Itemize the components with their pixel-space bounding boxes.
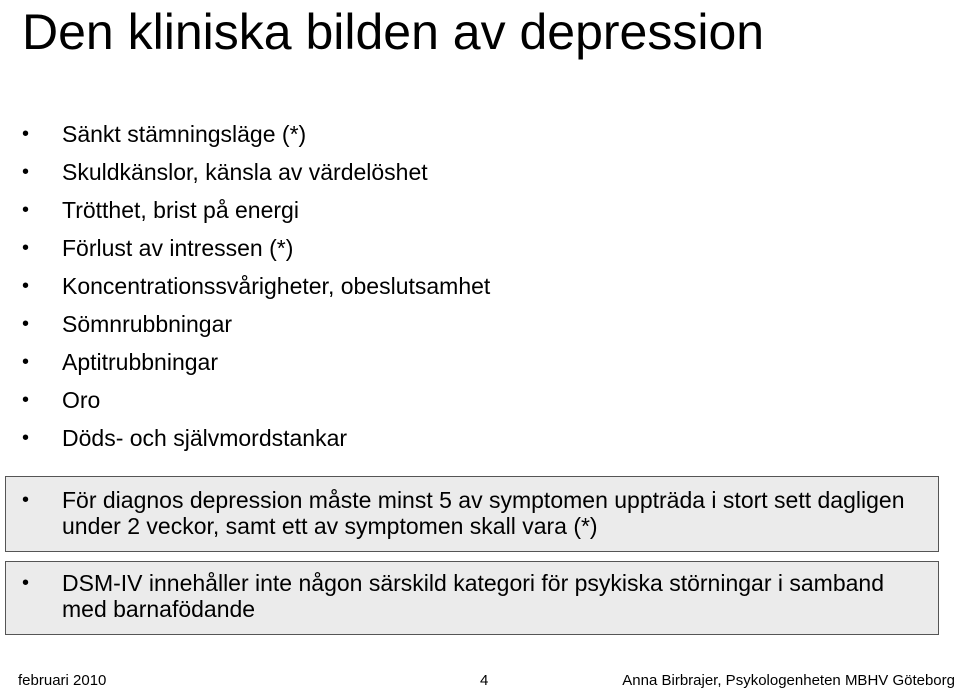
- bullet-icon: •: [22, 161, 30, 183]
- bullet-icon: •: [22, 123, 30, 145]
- list-item-text: Sänkt stämningsläge (*): [62, 121, 307, 147]
- diagnosis-criteria-box: [5, 476, 939, 552]
- list-item-text: Sömnrubbningar: [62, 311, 233, 337]
- bullet-icon: •: [22, 237, 30, 259]
- bullet-icon: •: [22, 572, 30, 594]
- list-item-text: Förlust av intressen (*): [62, 235, 294, 261]
- list-item-text: Skuldkänslor, känsla av värdelöshet: [62, 159, 428, 185]
- diagnosis-criteria-text: För diagnos depression måste minst 5 av symptomen uppträda i stort sett dagligen under 2 veckor, samt ett av symptomen skall vara (*): [62, 487, 905, 539]
- slide-title: Den kliniska bilden av depression: [22, 4, 765, 60]
- bullet-icon: •: [22, 489, 30, 511]
- list-item-text: Trötthet, brist på energi: [62, 197, 299, 223]
- list-item-text: Aptitrubbningar: [62, 349, 218, 375]
- list-item-text: Koncentrationssvårigheter, obeslutsamhet: [62, 273, 491, 299]
- bullet-icon: •: [22, 199, 30, 221]
- list-item-text: Döds- och självmordstankar: [62, 425, 348, 451]
- footer-author: Anna Birbrajer, Psykologenheten MBHV Göteborg: [622, 672, 955, 689]
- bullet-icon: •: [22, 389, 30, 411]
- dsm-iv-note-text: DSM-IV innehåller inte någon särskild kategori för psykiska störningar i samband med barnafödande: [62, 570, 885, 622]
- page-number: 4: [480, 672, 489, 689]
- dsm-iv-note-box: [5, 561, 939, 635]
- bullet-icon: •: [22, 351, 30, 373]
- bullet-icon: •: [22, 313, 30, 335]
- footer-date: februari 2010: [18, 672, 107, 689]
- list-item-text: Oro: [62, 387, 101, 413]
- bullet-icon: •: [22, 427, 30, 449]
- bullet-icon: •: [22, 275, 30, 297]
